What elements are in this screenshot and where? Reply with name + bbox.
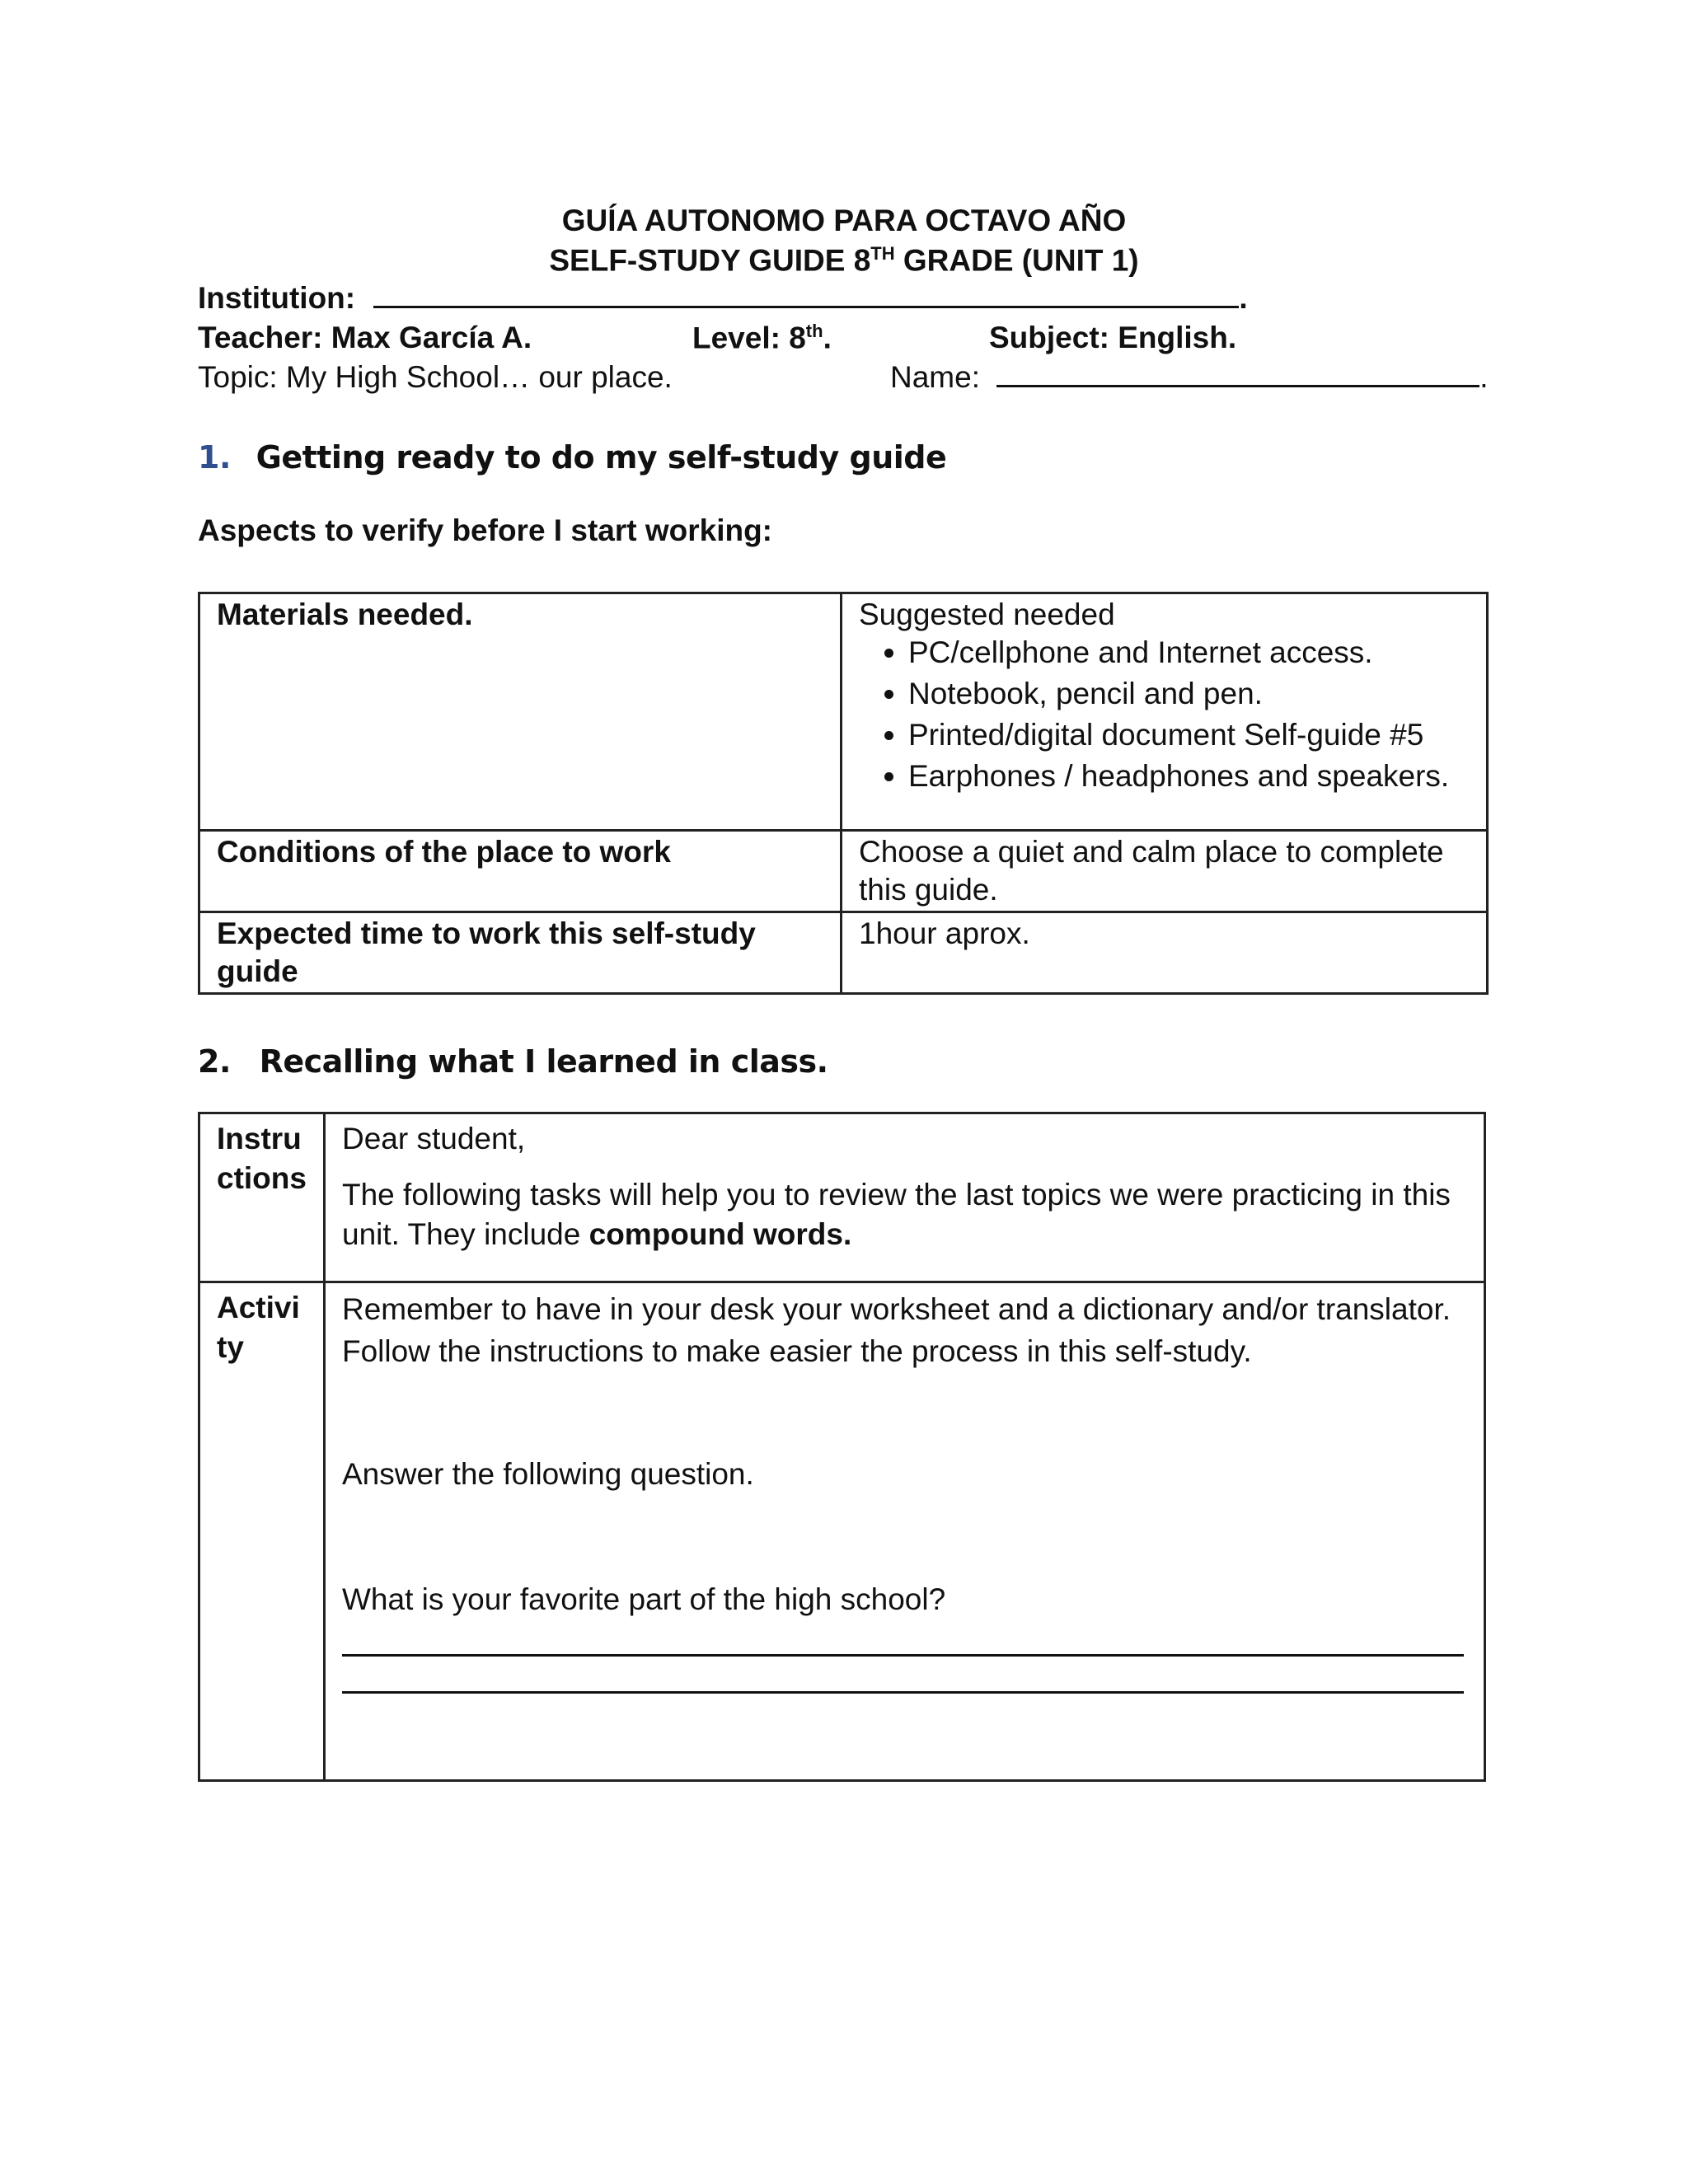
activity-cell <box>325 1282 1485 1781</box>
section1-subheading: Aspects to verify before I start working: <box>198 513 773 547</box>
title-superscript: TH <box>870 243 895 264</box>
title-spanish: GUÍA AUTONOMO PARA OCTAVO AÑO <box>561 204 1127 237</box>
table-row <box>199 912 1488 994</box>
instructions-label: Instructions <box>199 1113 325 1282</box>
materials-intro: Suggested needed <box>859 598 1115 631</box>
answer-line-2[interactable] <box>342 1657 1464 1694</box>
name-blank[interactable] <box>996 360 1479 387</box>
institution-label: Institution: <box>198 281 356 315</box>
teacher-line <box>198 321 532 355</box>
list-item: • Notebook, pencil and pen. <box>908 675 1471 713</box>
list-item: • PC/cellphone and Internet access. <box>908 634 1471 672</box>
level-label: Level: 8th. <box>692 321 832 355</box>
instructions-text: The following tasks will help you to review the last topics we were practicing in this unit. They include compound words. <box>342 1178 1451 1251</box>
activity-paragraph: Remember to have in your desk your worksheet and a dictionary and/or translator. Follow the instructions to make easier the process in this self-study. <box>342 1292 1451 1368</box>
greeting: Dear student, <box>342 1122 526 1155</box>
section1-title: Getting ready to do my self-study guide <box>256 439 947 476</box>
topic-label: Topic: My High School… our place. <box>198 360 673 394</box>
institution-line: Institution: . <box>198 281 1248 315</box>
table-row <box>199 1282 1485 1781</box>
conditions-value: Choose a quiet and calm place to complete this guide. <box>842 831 1488 912</box>
conditions-label: Conditions of the place to work <box>199 831 842 912</box>
section1-number: 1. <box>198 439 231 476</box>
title-post: GRADE (UNIT 1) <box>894 243 1139 278</box>
materials-list <box>859 634 1471 795</box>
subject-label: Subject: English. <box>989 321 1237 354</box>
materials-label: Materials needed. <box>199 593 842 831</box>
section2-heading <box>198 1043 828 1080</box>
teacher-name: Teacher: Max García A. <box>198 321 532 354</box>
materials-table <box>198 592 1489 995</box>
table-row <box>199 831 1488 912</box>
instructions-cell <box>325 1113 1485 1282</box>
institution-blank[interactable] <box>373 281 1239 308</box>
name-label: Name: <box>890 360 980 394</box>
list-item: • Printed/digital document Self-guide #5 <box>908 716 1471 754</box>
time-label: Expected time to work this self-study guide <box>199 912 842 994</box>
activity-prompt: Answer the following question. <box>342 1457 754 1491</box>
materials-cell <box>842 593 1488 831</box>
table-row <box>199 593 1488 831</box>
instructions-bold: compound words. <box>588 1217 852 1251</box>
name-line: Name: . <box>890 360 1489 394</box>
title-pre: SELF-STUDY GUIDE 8 <box>549 243 871 278</box>
section1-heading <box>198 439 946 476</box>
answer-line-1[interactable] <box>342 1618 1464 1657</box>
activity-question: What is your favorite part of the high school? <box>342 1582 946 1616</box>
time-value: 1hour aprox. <box>842 912 1488 994</box>
section2-number: 2. <box>198 1043 231 1080</box>
activity-table <box>198 1112 1486 1782</box>
title-english <box>0 243 1688 278</box>
table-row <box>199 1113 1485 1282</box>
activity-label: Activity <box>199 1282 325 1781</box>
section2-title: Recalling what I learned in class. <box>259 1043 828 1080</box>
list-item: • Earphones / headphones and speakers. <box>908 757 1471 795</box>
